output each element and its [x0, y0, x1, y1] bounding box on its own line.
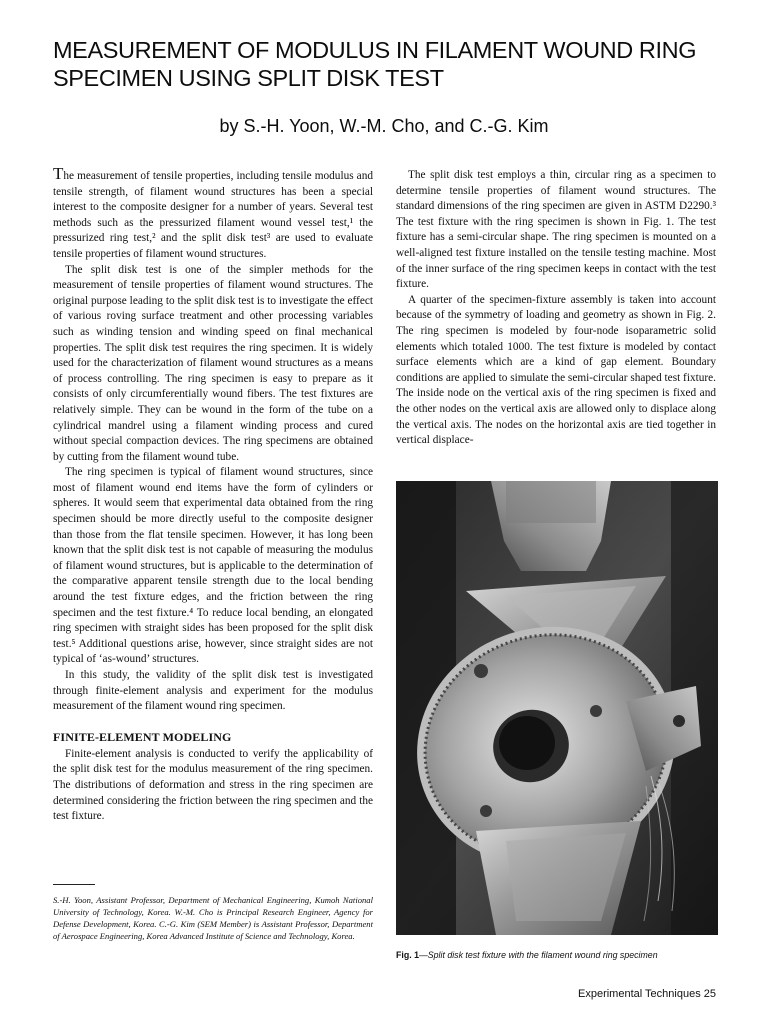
body-paragraph: A quarter of the specimen-fixture assembly is taken into account because of the symmetry of loading and geometry as shown in Fig. 2. The ring specimen is modeled by four-node isoparametric solid elements which totaled 1000. The test fixture is modeled by contact surface elements which are a kind of gap element. Boundary conditions are applied to simulate the semi-circular shaped test fixture. The inside node on the vertical axis of the ring specimen is fixed and the other nodes on the vertical axis are allowed only to displace along the vertical axis. The nodes on the horizontal axis are tied together in vertical displace- [396, 293, 716, 447]
drop-cap: T [53, 164, 64, 183]
article-authors: by S.-H. Yoon, W.-M. Cho, and C.-G. Kim [219, 116, 549, 136]
right-column [396, 168, 716, 449]
body-paragraph: The ring specimen is typical of filament wound structures, since most of filament wound end items have the form of cylinders or spheres. It would seem that experimental data obtained from the ring specimen should be more directly useful to the composite designer than those from the flat tensile specimen. However, it has long been known that the split disk test is not capable of measuring the modulus of filament wound structures, but is applicable to the determination of the comparative apparent tensile strength due to the local bending around the test fixture edges, and the friction between the ring specimen and the test fixture.⁴ To reduce local bending, an elongated ring specimen with straight sides has been proposed for the split disk test.⁵ Additional questions arise, however, since straight sides are not typical of ‘as-wound’ structures. [53, 466, 373, 666]
body-paragraph: In this study, the validity of the split disk test is investigated through finite-element analysis and experiment for the modulus measurement of the filament wound ring specimen. [53, 669, 373, 713]
body-paragraph: Finite-element analysis is conducted to verify the applicability of the split disk test for the modulus measurement of the ring specimen. The distributions of deformation and stress in the ring specimen are determined considering the friction between the ring specimen and the test fixture. [53, 747, 373, 823]
article-title: MEASUREMENT OF MODULUS IN FILAMENT WOUND RING SPECIMEN USING SPLIT DISK TEST [53, 37, 697, 91]
left-column [53, 164, 373, 825]
footnote-rule [53, 884, 95, 885]
author-footnote: S.-H. Yoon, Assistant Professor, Department of Mechanical Engineering, Kumoh National University of Technology, Korea. W.-M. Cho is Principal Research Engineer, Agency for Defense Development, Korea. C.-G. Kim (SEM Member) is Assistant Professor, Department of Aerospace Engineering, Korea Advanced Institute of Science and Technology, Korea. [53, 895, 373, 941]
section-heading: FINITE-ELEMENT MODELING [53, 729, 232, 744]
body-paragraph: The split disk test employs a thin, circular ring as a specimen to determine tensile properties of filament wound structures. The standard dimensions of the ring specimen are given in ASTM D2290.³ The test fixture with the ring specimen is shown in Fig. 1. The test fixture has a semi-circular shape. The ring specimen is mounted on a well-aligned test fixture installed on the tensile testing machine. Most of the inner surface of the ring specimen keeps in contact with the test fixture. [396, 169, 716, 291]
figure-caption [396, 949, 726, 961]
intro-text: he measurement of tensile properties, including tensile modulus and tensile strength, of filament wound structures has been a special interest to the composite designer for a number of years. Several test methods such as the pressurized filament wound vessel test,¹ the pressurized ring test,² and the split disk test³ are used to evaluate tensile properties of filament wound structures. [53, 170, 373, 260]
split-disk-fixture-photo [396, 481, 718, 935]
figure-label: Fig. 1 [396, 950, 419, 960]
running-footer: Experimental Techniques 25 [578, 988, 716, 1000]
figure-photo [396, 481, 718, 935]
body-paragraph [53, 164, 373, 263]
body-paragraph: The split disk test is one of the simpler methods for the measurement of tensile properties of filament wound structures. The original purpose leading to the split disk test is to investigate the effect of various roving surface treatment and other processing variables such as winding tension and winding speed on final mechanical properties. The split disk test requires the ring specimen. It is widely used for the characterization of filament wound structures as a means of process controlling. The ring specimen is easy to prepare as it consists of only circumferentially wound fibers. The test fixtures are relatively simple. They can be wound in the form of the tube on a cylindrical mandrel using a filament winding process and cured without special compaction devices. The ring specimens are obtained by cutting from the filament wound tube. [53, 263, 373, 463]
figure-caption-text: —Split disk test fixture with the filament wound ring specimen [418, 950, 658, 960]
